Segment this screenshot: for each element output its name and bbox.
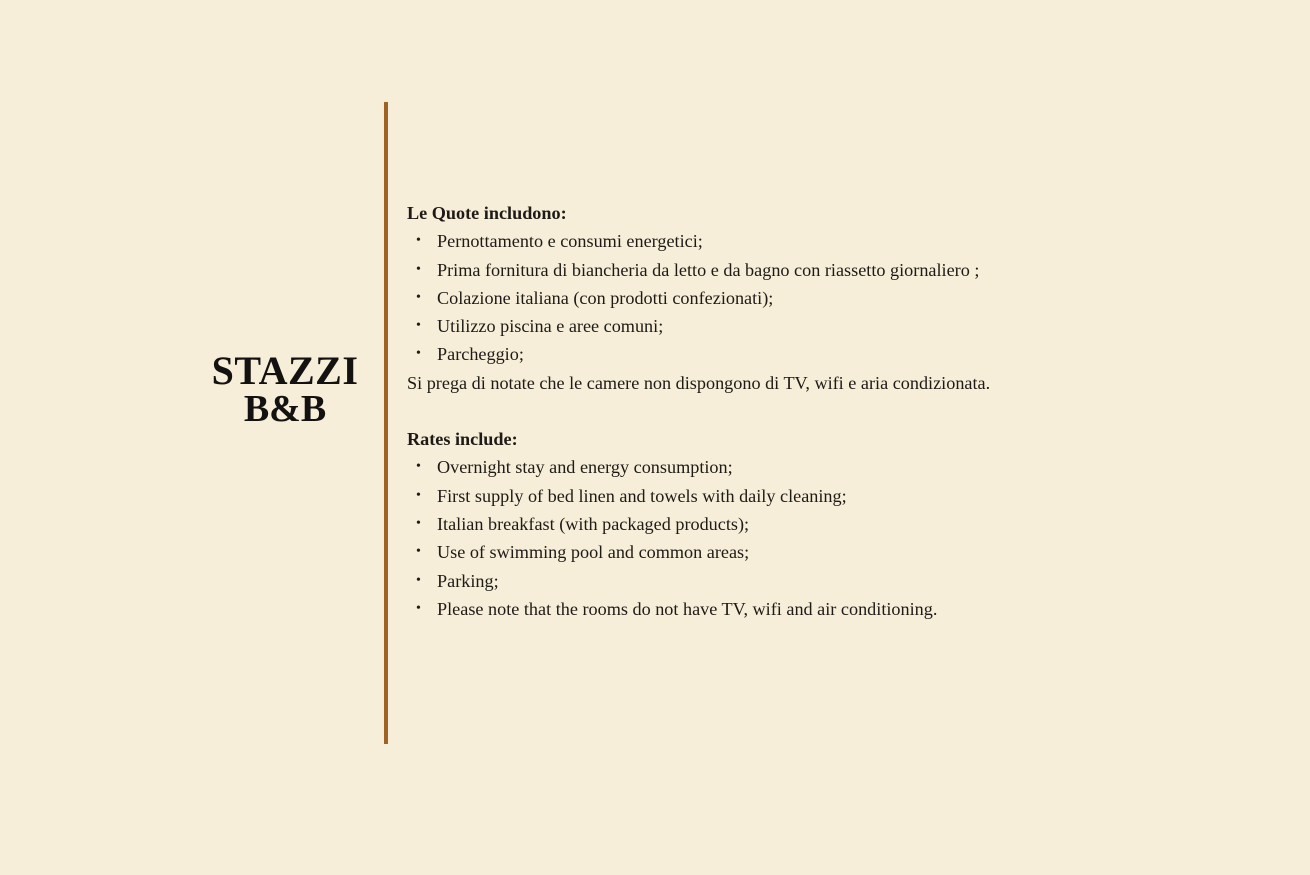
list-item <box>407 227 1267 255</box>
list-item <box>407 510 1267 538</box>
italian-heading: Le Quote includono: <box>407 203 567 223</box>
list-item-text: Use of swimming pool and common areas; <box>437 542 750 563</box>
list-item <box>407 595 1267 623</box>
bullet-icon: • <box>416 346 421 362</box>
brand-logo <box>195 348 375 430</box>
list-item <box>407 284 1267 312</box>
english-heading: Rates include: <box>407 429 518 450</box>
list-item <box>407 256 1267 284</box>
bullet-icon: • <box>416 289 421 305</box>
list-item <box>407 567 1267 595</box>
bullet-icon: • <box>416 572 421 588</box>
list-item <box>407 340 1267 368</box>
list-item-text: Italian breakfast (with packaged products); <box>437 513 750 534</box>
bullet-icon: • <box>416 318 421 334</box>
list-item-text: Please note that the rooms do not have TV, wifi and air conditioning. <box>437 598 938 619</box>
italian-note: Si prega di notate che le camere non dispongono di TV, wifi e aria condizionata. <box>407 372 991 393</box>
list-item <box>407 312 1267 340</box>
list-item-text: Prima fornitura di biancheria da letto e da bagno con riassetto giornaliero ; <box>437 259 980 280</box>
brand-name: STAZZI <box>211 348 359 393</box>
section-spacer <box>407 397 1267 425</box>
list-item <box>407 482 1267 510</box>
brand-suffix: B&B <box>243 388 327 430</box>
bullet-icon: • <box>416 515 421 531</box>
list-item <box>407 453 1267 481</box>
bullet-icon: • <box>416 600 421 616</box>
bullet-icon: • <box>416 544 421 560</box>
vertical-divider <box>384 102 388 744</box>
list-item-text: Colazione italiana (con prodotti confezionati); <box>437 287 774 308</box>
list-item-text: First supply of bed linen and towels with daily cleaning; <box>437 485 847 506</box>
bullet-icon: • <box>416 233 421 249</box>
rates-content <box>407 199 1267 623</box>
english-list <box>407 453 1267 623</box>
list-item <box>407 538 1267 566</box>
list-item-text: Overnight stay and energy consumption; <box>437 457 733 478</box>
list-item-text: Utilizzo piscina e aree comuni; <box>437 316 664 337</box>
list-item-text: Parking; <box>437 570 499 591</box>
bullet-icon: • <box>416 487 421 503</box>
list-item-text: Pernottamento e consumi energetici; <box>437 231 703 252</box>
list-item-text: Parcheggio; <box>437 344 524 365</box>
bullet-icon: • <box>416 459 421 475</box>
bullet-icon: • <box>416 261 421 277</box>
italian-list <box>407 227 1267 368</box>
